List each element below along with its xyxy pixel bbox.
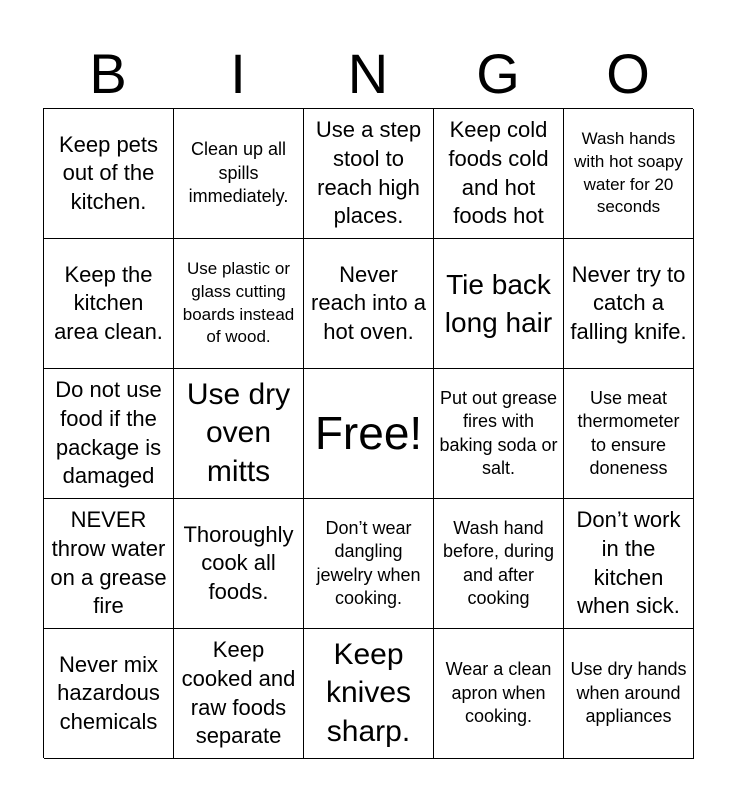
cell-text: NEVER throw water on a grease fire — [50, 507, 167, 619]
bingo-cell[interactable] — [434, 499, 564, 629]
cell-text: Wash hand before, during and after cooking — [442, 517, 555, 608]
bingo-cell[interactable] — [434, 239, 564, 369]
cell-text: Clean up all spills immediately. — [188, 139, 289, 207]
bingo-cell[interactable] — [44, 239, 174, 369]
cell-text: Keep pets out of the kitchen. — [58, 131, 159, 214]
header-letter-i: I — [230, 42, 246, 105]
bingo-cell[interactable] — [174, 109, 304, 239]
bingo-cell[interactable] — [304, 109, 434, 239]
bingo-header — [43, 40, 693, 108]
cell-text: Use a step stool to reach high places. — [315, 117, 422, 229]
cell-text: Never try to catch a falling knife. — [570, 261, 687, 344]
cell-text: Don’t work in the kitchen when sick. — [576, 507, 681, 619]
cell-text: Use plastic or glass cutting boards instead of wood. — [182, 258, 295, 347]
bingo-cell[interactable] — [44, 369, 174, 499]
cell-text: Put out grease fires with baking soda or salt. — [439, 387, 558, 478]
header-letter-g: G — [476, 42, 520, 105]
header-letter-o: O — [606, 42, 650, 105]
bingo-board — [43, 108, 693, 758]
cell-text: Never reach into a hot oven. — [311, 261, 426, 344]
bingo-cell[interactable] — [564, 629, 694, 759]
cell-text: Thoroughly cook all foods. — [183, 521, 294, 604]
bingo-cell[interactable] — [434, 629, 564, 759]
bingo-cell[interactable] — [174, 369, 304, 499]
cell-text: Never mix hazardous chemicals — [57, 651, 160, 734]
cell-text: Keep the kitchen area clean. — [54, 261, 163, 344]
cell-text: Tie back long hair — [444, 268, 553, 338]
bingo-cell[interactable] — [304, 499, 434, 629]
bingo-cell[interactable] — [564, 369, 694, 499]
cell-text: Keep knives sharp. — [325, 637, 412, 748]
bingo-cell[interactable] — [304, 239, 434, 369]
bingo-cell[interactable] — [564, 109, 694, 239]
cell-text: Do not use food if the package is damaged — [55, 377, 162, 489]
cell-text: Use meat thermometer to ensure doneness — [577, 387, 680, 478]
bingo-cell[interactable] — [434, 369, 564, 499]
cell-text: Don’t wear dangling jewelry when cooking. — [316, 517, 421, 608]
header-letter-b: B — [89, 42, 127, 105]
bingo-cell[interactable] — [434, 109, 564, 239]
free-space-text: Free! — [314, 407, 423, 460]
header-letter-n: N — [347, 42, 389, 105]
free-space-cell[interactable] — [304, 369, 434, 499]
cell-text: Use dry hands when around appliances — [570, 659, 687, 727]
bingo-cell[interactable] — [44, 499, 174, 629]
bingo-cell[interactable] — [44, 109, 174, 239]
cell-text: Wear a clean apron when cooking. — [445, 659, 552, 727]
cell-text: Use dry oven mitts — [186, 377, 291, 488]
bingo-cell[interactable] — [304, 629, 434, 759]
cell-text: Keep cooked and raw foods separate — [181, 637, 296, 749]
cell-text: Keep cold foods cold and hot foods hot — [448, 117, 549, 229]
bingo-cell[interactable] — [174, 629, 304, 759]
cell-text: Wash hands with hot soapy water for 20 seconds — [574, 128, 683, 217]
bingo-cell[interactable] — [44, 629, 174, 759]
bingo-cell[interactable] — [174, 239, 304, 369]
bingo-cell[interactable] — [174, 499, 304, 629]
bingo-cell[interactable] — [564, 499, 694, 629]
bingo-cell[interactable] — [564, 239, 694, 369]
